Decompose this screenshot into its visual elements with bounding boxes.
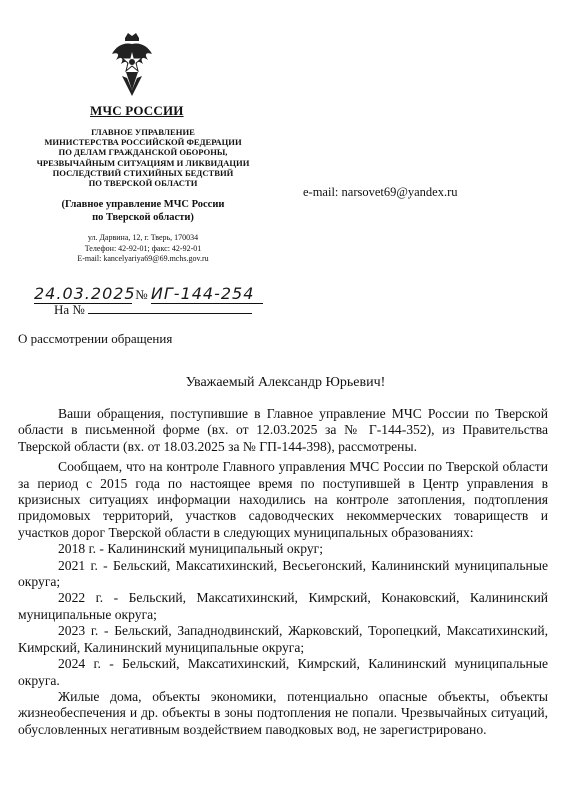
year-2022-entry: 2022 г. - Бельский, Максатихинский, Кимрский, Конаковский, Калининский муниципальные округа;: [18, 590, 548, 622]
body-paragraph: Сообщаем, что на контроле Главного управления МЧС России по Тверской области за период с 2015 года по настоящее время по поступившей в Центр управления в кризисных ситуациях информации находились на контроле затопления, подтопления придомовых территорий, участков садоводческих некоммерческих товариществ и участков дорог Тверской области в следующих муниципальных образованиях:: [18, 459, 548, 540]
sender-org-full-name: [28, 127, 258, 188]
year-2018-entry: 2018 г. - Калининский муниципальный округ;: [58, 541, 324, 557]
org-line: ПОСЛЕДСТВИЙ СТИХИЙНЫХ БЕДСТВИЙ: [52, 167, 234, 178]
letter-subject: О рассмотрении обращения: [18, 331, 173, 346]
registration-date: 24.03.2025: [34, 284, 136, 303]
salutation: Уважаемый Александр Юрьевич!: [185, 375, 386, 390]
number-sign: №: [135, 287, 148, 302]
sender-email: E-mail: kancelyariya69@69.mchs.gov.ru: [77, 254, 209, 263]
sender-org-abbrev: [28, 198, 258, 224]
reference-label: На №: [54, 302, 85, 317]
ministry-short-name: МЧС РОССИИ: [90, 103, 184, 118]
body-paragraph: Жилые дома, объекты экономики, потенциально опасные объекты, объекты жизнеобеспечения и др. объекты в зоны подтопления не попали. Чрезвычайных ситуаций, обусловленных негативным воздействием паводковых вод, не зарегистрировано.: [18, 688, 548, 737]
reference-line: [54, 301, 252, 318]
org-abbrev-line: по Тверской области): [92, 212, 194, 223]
org-line: ПО ДЕЛАМ ГРАЖДАНСКОЙ ОБОРОНЫ,: [58, 147, 228, 158]
sender-address: ул. Дарвина, 12, г. Тверь, 170034: [87, 233, 199, 242]
org-abbrev-line: (Главное управление МЧС России: [61, 199, 225, 210]
registration-number: ИГ-144-254: [151, 284, 263, 304]
sender-contacts: [28, 233, 258, 265]
org-line: ЧРЕЗВЫЧАЙНЫМ СИТУАЦИЯМ И ЛИКВИДАЦИИ: [36, 157, 250, 168]
org-line: МИНИСТЕРСТВА РОССИЙСКОЙ ФЕДЕРАЦИИ: [44, 137, 242, 148]
year-2024-entry: 2024 г. - Бельский, Максатихинский, Кимрский, Калининский муниципальные округа.: [18, 656, 548, 688]
body-paragraph: Ваши обращения, поступившие в Главное управление МЧС России по Тверской области в письменной форме (вх. от 12.03.2025 за № Г-144-352), из Правительства Тверской области (вх. от 18.03.2025 за № ГП-144-398), рассмотрены.: [18, 406, 548, 454]
sender-phone-fax: Телефон: 42-92-01; факс: 42-92-01: [84, 243, 202, 253]
year-2021-entry: 2021 г. - Бельский, Максатихинский, Весьегонский, Калининский муниципальные округа;: [18, 557, 548, 590]
recipient-email: e-mail: narsovet69@yandex.ru: [303, 185, 458, 199]
letter-body: [18, 406, 548, 738]
org-line: ГЛАВНОЕ УПРАВЛЕНИЕ: [91, 127, 195, 137]
emchs-emblem-icon: [110, 32, 154, 98]
year-2023-entry: 2023 г. - Бельский, Западнодвинский, Жарковский, Торопецкий, Максатихинский, Кимрский, Калининский муниципальные округа;: [18, 623, 548, 655]
org-line: ПО ТВЕРСКОЙ ОБЛАСТИ: [88, 178, 198, 189]
reference-blank: [88, 301, 252, 314]
